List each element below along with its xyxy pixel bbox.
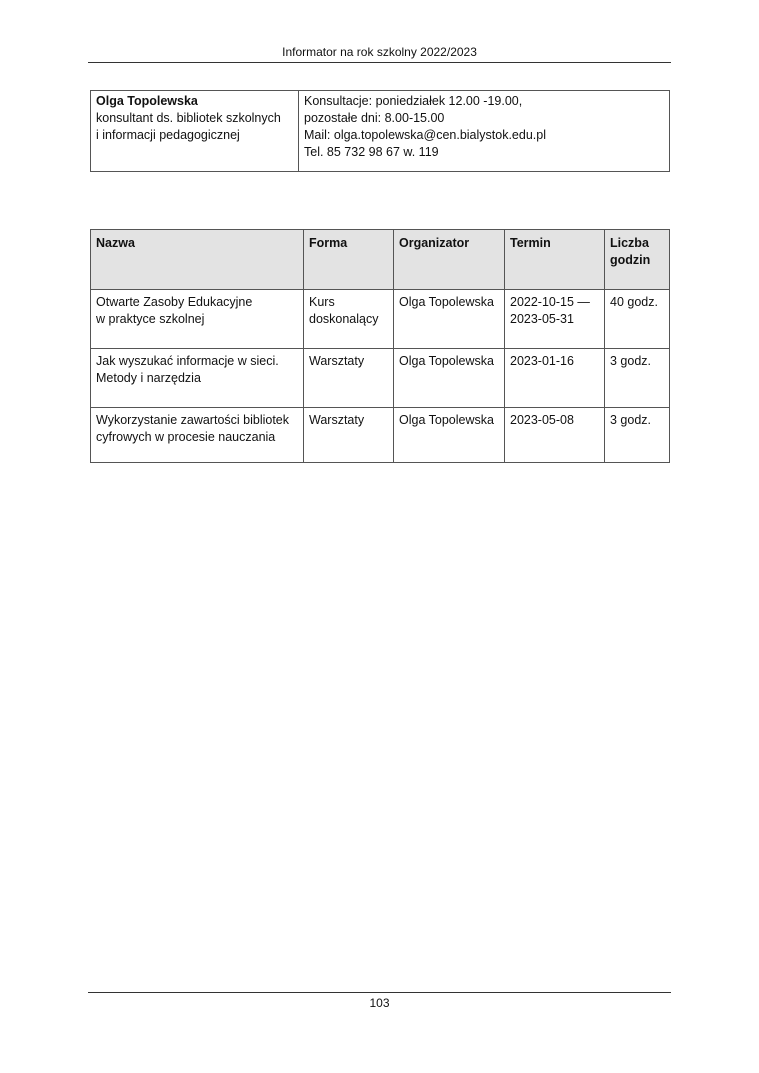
table-row (91, 349, 670, 408)
page-number: 103 (369, 996, 390, 1010)
header-hours (605, 230, 670, 290)
contact-details-cell (299, 91, 670, 172)
course-name-line1: Otwarte Zasoby Edukacyjne (96, 295, 253, 309)
table-row (91, 408, 670, 463)
contact-person-cell (91, 91, 299, 172)
course-hours-cell: 40 godz. (605, 290, 670, 349)
consult-hours-line2: pozostałe dni: 8.00-15.00 (304, 111, 445, 125)
course-form-cell: Warsztaty (304, 349, 394, 408)
course-name-line2: cyfrowych w procesie nauczania (96, 430, 276, 444)
course-name-line2: Metody i narzędzia (96, 371, 201, 385)
header-divider (88, 62, 671, 63)
contact-row (91, 91, 670, 172)
contact-mail: Mail: olga.topolewska@cen.bialystok.edu.pl (304, 128, 546, 142)
header-name: Nazwa (91, 230, 304, 290)
course-name-cell (91, 290, 304, 349)
course-term-cell: 2023-05-08 (505, 408, 605, 463)
contact-name: Olga Topolewska (96, 94, 198, 108)
contact-table (90, 90, 670, 172)
header-hours-line2: godzin (610, 253, 651, 267)
course-hours-cell: 3 godz. (605, 408, 670, 463)
course-organizer-cell: Olga Topolewska (394, 408, 505, 463)
course-name-cell (91, 349, 304, 408)
table-header-row (91, 230, 670, 290)
course-form-cell (304, 290, 394, 349)
header-term: Termin (505, 230, 605, 290)
course-form-line2: doskonalący (309, 312, 379, 326)
course-name-line1: Wykorzystanie zawartości bibliotek (96, 413, 290, 427)
table-row (91, 290, 670, 349)
course-term-line1: 2022-10-15 — (510, 295, 590, 309)
course-organizer-cell: Olga Topolewska (394, 290, 505, 349)
header-organizer: Organizator (394, 230, 505, 290)
header-hours-line1: Liczba (610, 236, 649, 250)
course-term-cell (505, 290, 605, 349)
course-name-line1: Jak wyszukać informacje w sieci. (96, 354, 279, 368)
consult-hours-line1: Konsultacje: poniedziałek 12.00 -19.00, (304, 94, 523, 108)
course-term-line2: 2023-05-31 (510, 312, 574, 326)
running-header: Informator na rok szkolny 2022/2023 (282, 45, 477, 59)
course-term-cell: 2023-01-16 (505, 349, 605, 408)
course-form-line1: Kurs (309, 295, 335, 309)
course-form-cell: Warsztaty (304, 408, 394, 463)
course-table (90, 229, 670, 463)
contact-role-line2: i informacji pedagogicznej (96, 128, 240, 142)
contact-role-line1: konsultant ds. bibliotek szkolnych (96, 111, 281, 125)
contact-phone: Tel. 85 732 98 67 w. 119 (304, 145, 439, 159)
header-form: Forma (304, 230, 394, 290)
course-hours-cell: 3 godz. (605, 349, 670, 408)
footer-divider (88, 992, 671, 993)
course-name-cell (91, 408, 304, 463)
course-organizer-cell: Olga Topolewska (394, 349, 505, 408)
course-name-line2: w praktyce szkolnej (96, 312, 205, 326)
